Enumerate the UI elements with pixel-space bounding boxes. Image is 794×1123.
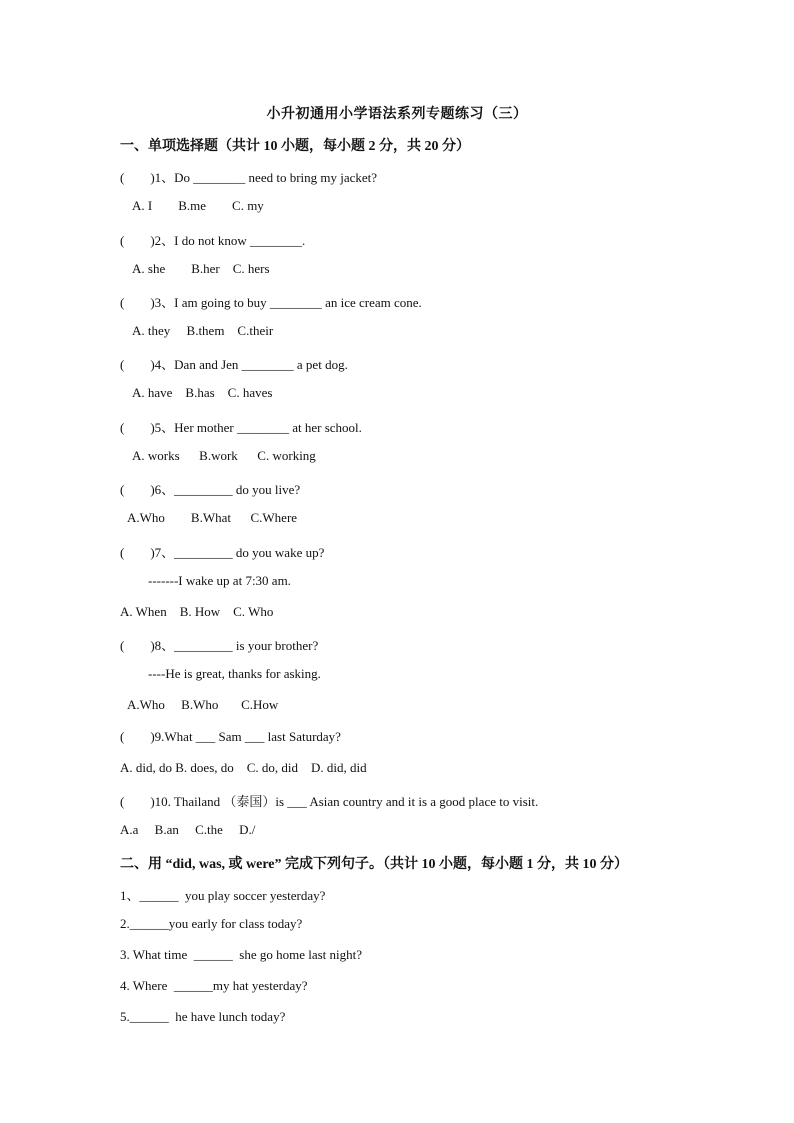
question-4: ( )4、Dan and Jen ________ a pet dog. [120,357,348,372]
question-5: ( )5、Her mother ________ at her school. [120,420,362,435]
question-6: ( )6、_________ do you live? [120,482,301,497]
question-8-response: ----He is great, thanks for asking. [148,666,321,681]
question-10: ( )10. Thailand （泰国）is ___ Asian country and it is a good place to visit. [120,794,539,809]
fill-item-4: 4. Where ______my hat yesterday? [120,978,308,993]
question-8-options: A.Who B.Who C.How [127,697,279,712]
question-3: ( )3、I am going to buy ________ an ice cream cone. [120,295,422,310]
question-9: ( )9.What ___ Sam ___ last Saturday? [120,729,341,744]
fill-item-5: 5.______ he have lunch today? [120,1009,286,1024]
question-2-options: A. she B.her C. hers [132,261,270,276]
fill-item-1: 1、______ you play soccer yesterday? [120,888,326,903]
question-6-options: A.Who B.What C.Where [127,510,298,525]
question-7-response: -------I wake up at 7:30 am. [148,573,291,588]
question-5-options: A. works B.work C. working [132,448,316,463]
question-1: ( )1、Do ________ need to bring my jacket? [120,170,378,185]
question-7: ( )7、_________ do you wake up? [120,545,325,560]
question-7-options: A. When B. How C. Who [120,604,274,619]
fill-item-3: 3. What time ______ she go home last night? [120,947,363,962]
question-3-options: A. they B.them C.their [132,323,274,338]
document-title: 小升初通用小学语法系列专题练习（三） [266,107,528,122]
question-4-options: A. have B.has C. haves [132,385,273,400]
question-10-options: A.a B.an C.the D./ [120,822,256,837]
question-2: ( )2、I do not know ________. [120,233,306,248]
question-1-options: A. I B.me C. my [132,198,264,213]
question-9-options: A. did, do B. does, do C. do, did D. did, did [120,760,367,775]
fill-item-2: 2.______you early for class today? [120,916,303,931]
question-8: ( )8、_________ is your brother? [120,638,319,653]
section-1-heading: 一、单项选择题（共计 10 小题，每小题 2 分，共 20 分） [120,139,470,154]
section-2-heading: 二、用 “did, was, 或 were” 完成下列句子。（共计 10 小题，每小题 1 分，共 10 分） [120,857,629,872]
